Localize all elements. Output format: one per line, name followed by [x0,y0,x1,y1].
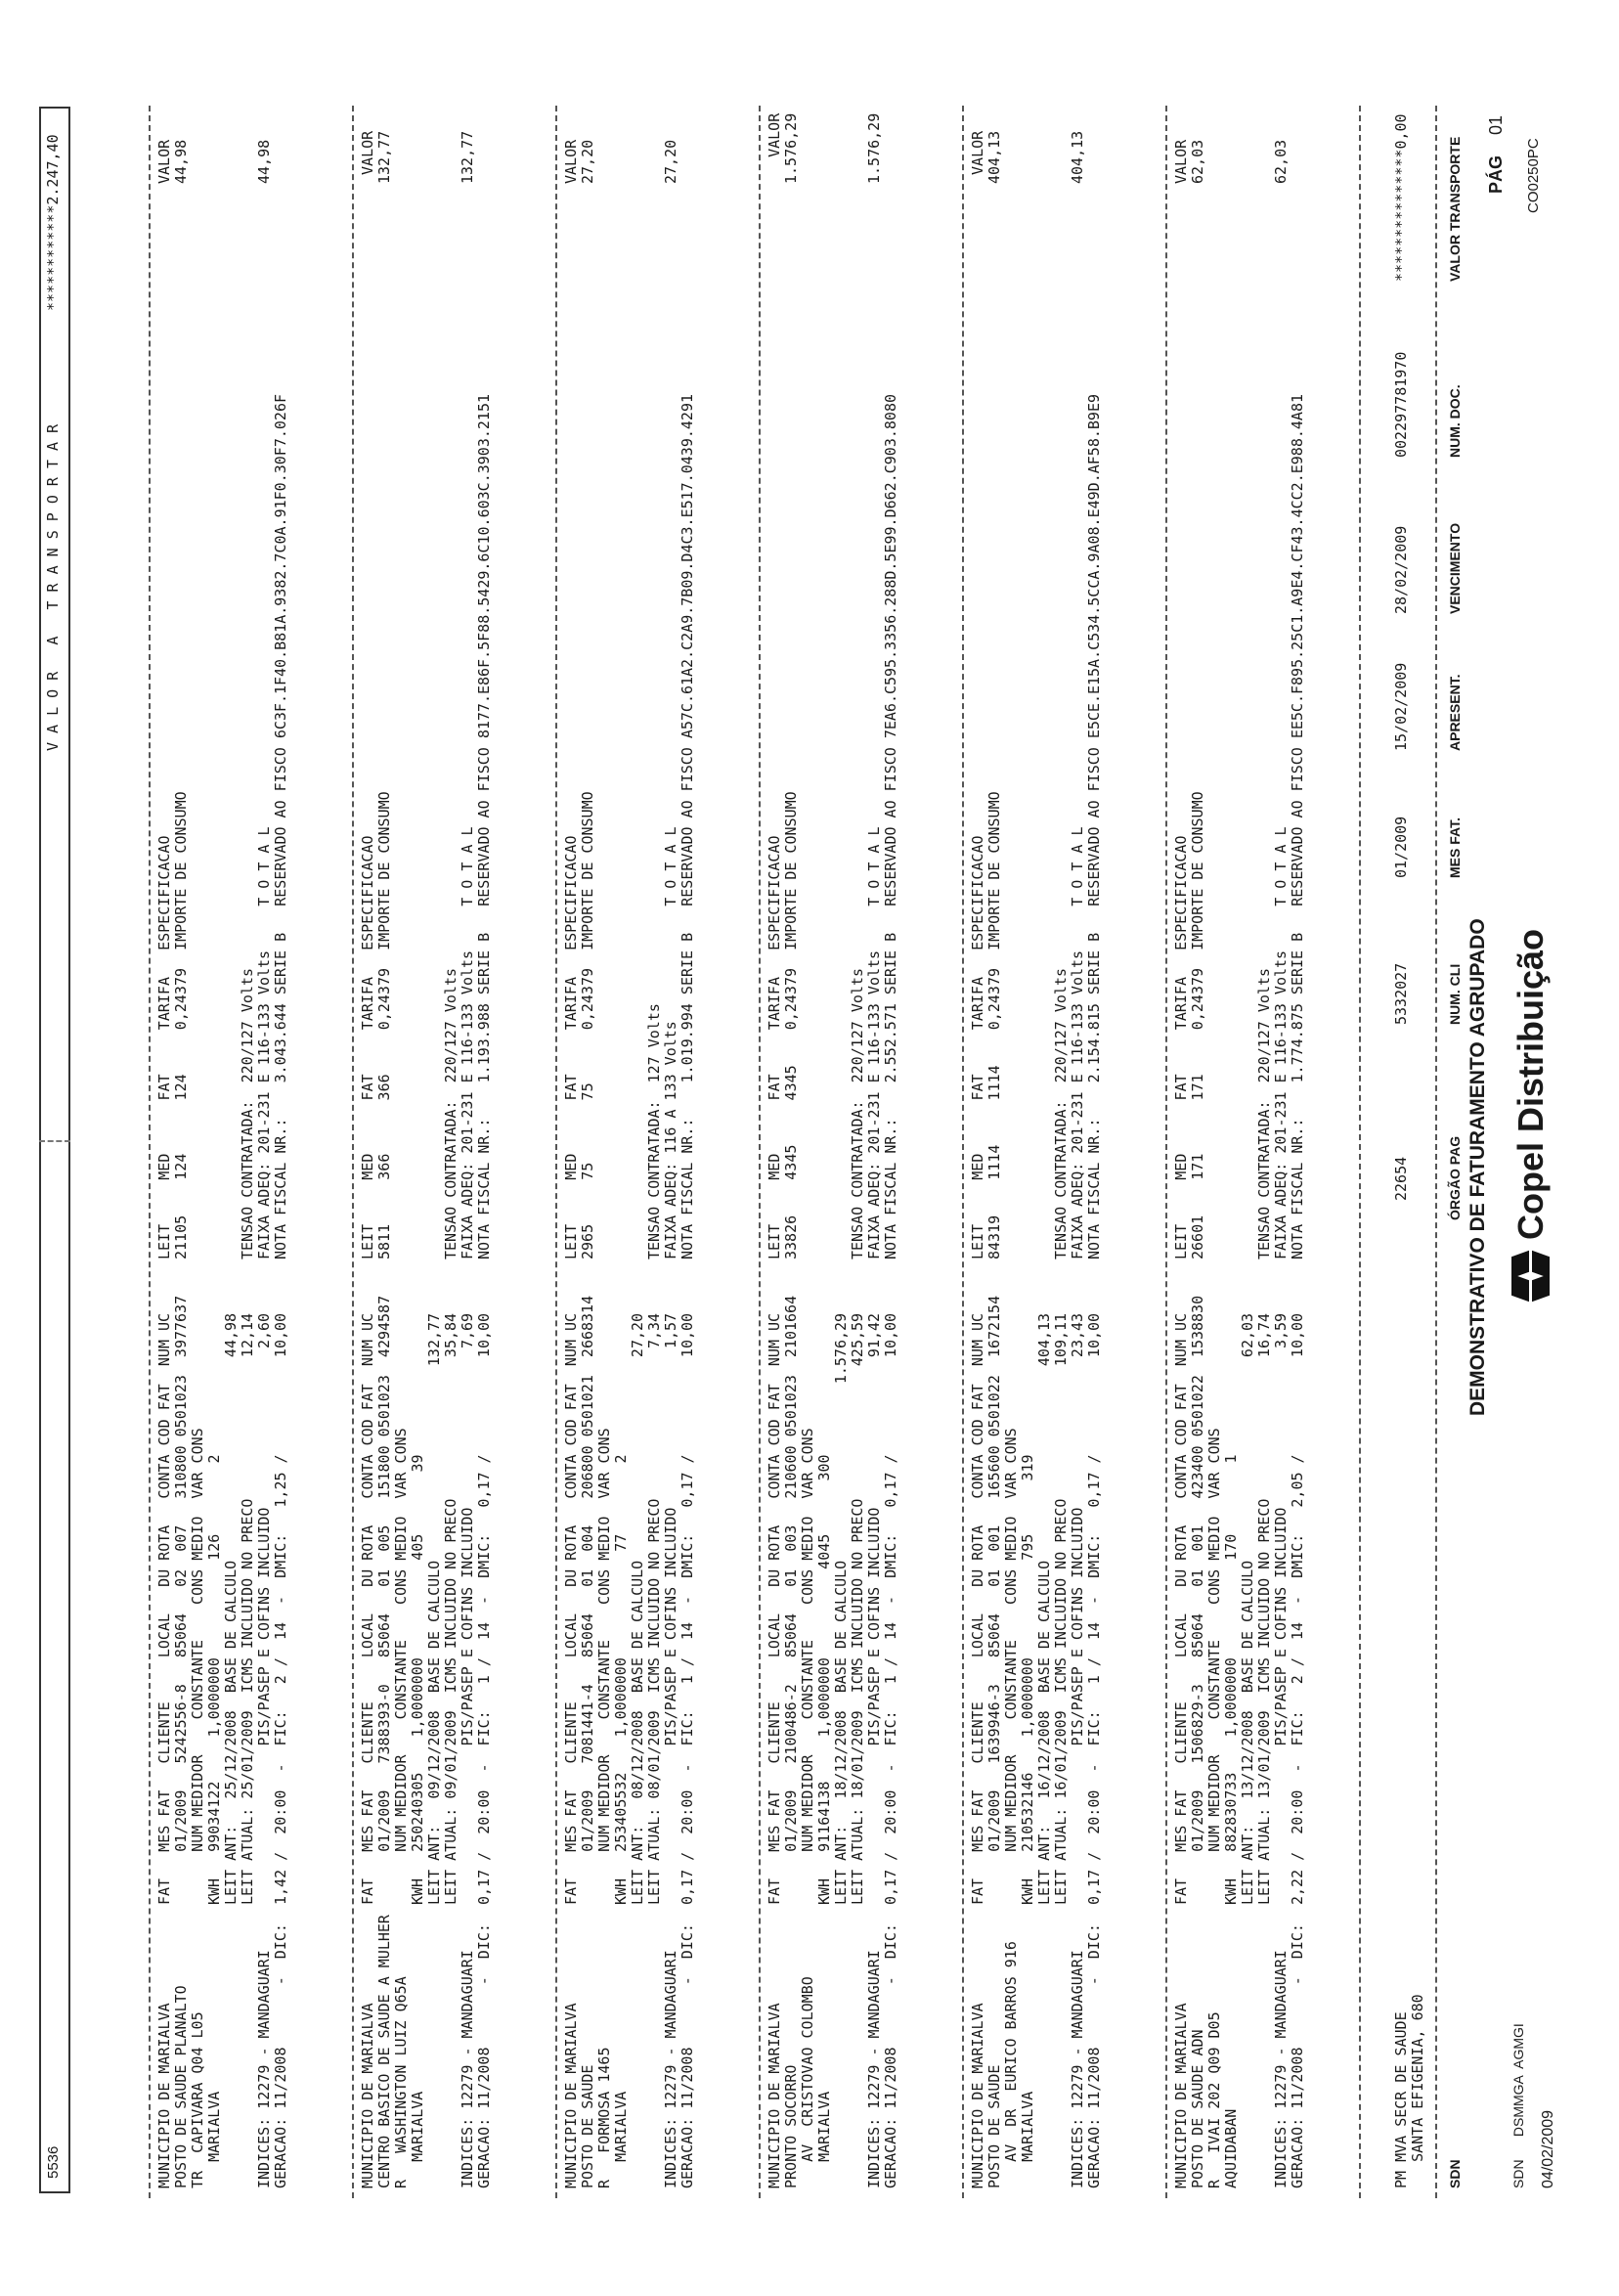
summary-num-doc: 002297781970 [1392,351,1410,458]
summary-valor-transporte: ***************0,00 [1392,113,1410,282]
record-divider [759,106,761,2198]
record-valor: VALOR 44,98 44,98 [155,139,273,184]
record-divider [149,106,151,2198]
summary-orgao-pag: 22654 [1392,1156,1410,1201]
footer-label: V A L O R A T R A N S P O R T A R [44,423,62,751]
record-valor: VALOR 62,03 62,03 [1172,139,1290,184]
copel-logo-icon [1511,1254,1551,1299]
col-apresent: APRESENT. [1447,674,1463,751]
record-reading: LEIT MED FAT TARIFA ESPECIFICACAO 26601 171 171 0,24379 IMPORTE DE CONSUMO TENSAO CONTRATADA: 220/127 Volts FAIXA ADEQ: 201-231 E 116-133 Volts T O T A L NOTA FISCAL NR.: 1.774.875 SERIE B RESERVADO AO FISCO EE5C.F895.25C1.A9E4.CF43.4CC2.E988.4A81 [1172,393,1306,1259]
record-valor: VALOR 27,20 27,20 [562,139,679,184]
summary-apresent: 15/02/2009 [1392,662,1410,751]
report-title: DEMONSTRATIVO DE FATURAMENTO AGRUPADO [1466,918,1489,1416]
record-customer: MUNICIPIO DE MARIALVA POSTO DE SAUDE R FORMOSA 1465 MARIALVA INDICES: 12279 - MANDAGUARI GERACAO: 11/2008 - DIC: [562,1923,696,2188]
record-reading: LEIT MED FAT TARIFA ESPECIFICACAO 21105 124 124 0,24379 IMPORTE DE CONSUMO TENSAO CONTRATADA: 220/127 Volts FAIXA ADEQ: 201-231 E 116-133 Volts T O T A L NOTA FISCAL NR.: 3.043.644 SERIE B RESERVADO AO FISCO 6C3F.1F40.B81A.9382.7C0A.91F0.30F7.026F [155,393,289,1259]
record-reading: LEIT MED FAT TARIFA ESPECIFICACAO 84319 1114 1114 0,24379 IMPORTE DE CONSUMO TENSAO CONTRATADA: 220/127 Volts FAIXA ADEQ: 201-231 E 116-133 Volts T O T A L NOTA FISCAL NR.: 2.154.815 SERIE B RESERVADO AO FISCO E5CE.E15A.C534.5CCA.9A08.E49D.AF58.B9E9 [969,393,1103,1259]
footer-divider [39,1140,70,1142]
record-valor: VALOR 132,77 132,77 [359,130,476,184]
record-divider [352,106,354,2198]
divider [1359,106,1361,2198]
record-customer: MUNICIPIO DE MARIALVA POSTO DE SAUDE PLANALTO TR CAPIVARA Q04 L05 MARIALVA INDICES: 12279 - MANDAGUARI GERACAO: 11/2008 - DIC: [155,1923,289,2188]
record-billing: FAT MES FAT CLIENTE LOCAL DU ROTA CONTA COD FAT NUM UC 01/2009 2100486-2 85064 01 003 210600 0501023 2101664 NUM MEDIDOR CONSTANTE CONS MEDIO VAR CONS KWH 91164138 1,0000000 4045 300 LEIT ANT: 18/12/2008 BASE DE CALCULO 1.576,29 LEIT ATUAL: 18/01/2009 ICMS INCLUIDO NO PRECO 425,59 PIS/PASEP E COFINS INCLUIDO 91,42 0,17 / 20:00 - FIC: 1 / 14 - DMIC: 0,17 / 10,00 [766,1295,899,1905]
footer-value: ************2.247,40 [44,134,62,311]
record-customer: MUNICIPIO DE MARIALVA PRONTO SOCORRO AV CRISTOVAO COLOMBO MARIALVA INDICES: 12279 - MANDAGUARI GERACAO: 11/2008 - DIC: [766,1923,899,2188]
summary-entity: PM MVA SECR DE SAUDE SANTA EFIGENIA, 680 [1392,1994,1426,2188]
org-line: SDN DSMMGA AGMGI [1510,2023,1526,2188]
report-date: 04/02/2009 [1540,2109,1556,2188]
col-org: SDN [1447,2159,1463,2188]
summary-vencimento: 28/02/2009 [1392,525,1410,614]
col-vencimento: VENCIMENTO [1447,522,1463,614]
record-billing: FAT MES FAT CLIENTE LOCAL DU ROTA CONTA COD FAT NUM UC 01/2009 7081441-4 85064 01 004 206800 0501021 2668314 NUM MEDIDOR CONSTANTE CONS MEDIO VAR CONS KWH 253405532 1,0000000 77 2 LEIT ANT: 08/12/2008 BASE DE CALCULO 27,20 LEIT ATUAL: 08/01/2009 ICMS INCLUIDO NO PRECO 7,34 PIS/PASEP E COFINS INCLUIDO 1,57 0,17 / 20:00 - FIC: 1 / 14 - DMIC: 0,17 / 10,00 [562,1295,696,1905]
record-valor: VALOR 404,13 404,13 [969,130,1086,184]
record-customer: MUNICIPIO DE MARIALVA POSTO DE SAUDE ADN R IVAI 202 Q09 D05 AQUIDABAN INDICES: 12279 - MANDAGUARI GERACAO: 11/2008 - DIC: [1172,1923,1306,2188]
record-billing: FAT MES FAT CLIENTE LOCAL DU ROTA CONTA COD FAT NUM UC 01/2009 5242556-8 85064 02 007 310800 0501023 3977637 NUM MEDIDOR CONSTANTE CONS MEDIO VAR CONS KWH 99034122 1,0000000 126 2 LEIT ANT: 25/12/2008 BASE DE CALCULO 44,98 LEIT ATUAL: 25/01/2009 ICMS INCLUIDO NO PRECO 12,14 PIS/PASEP E COFINS INCLUIDO 2,60 1,42 / 20:00 - FIC: 2 / 14 - DMIC: 1,25 / 10,00 [155,1295,289,1905]
col-mes-fat: MES FAT. [1447,817,1463,878]
col-orgao-pag: ÓRGÃO PAG [1447,1135,1463,1220]
brand-logo [1510,929,1552,1299]
page-number: 01 [1486,114,1506,135]
brand-name: Copel Distribuição [1510,928,1551,1240]
page-label: PÁG [1486,155,1506,194]
record-customer: MUNICIPIO DE MARIALVA CENTRO BASICO DE SAUDE A MULHER R WASHINGTON LUIZ Q65A MARIALVA INDICES: 12279 - MANDAGUARI GERACAO: 11/2008 - DIC: [359,1915,493,2188]
record-billing: FAT MES FAT CLIENTE LOCAL DU ROTA CONTA COD FAT NUM UC 01/2009 7388393-0 85064 01 005 151800 0501023 4294587 NUM MEDIDOR CONSTANTE CONS MEDIO VAR CONS KWH 250240305 1,0000000 405 39 LEIT ANT: 09/12/2008 BASE DE CALCULO 132,77 LEIT ATUAL: 09/01/2009 ICMS INCLUIDO NO PRECO 35,84 PIS/PASEP E COFINS INCLUIDO 7,69 0,17 / 20:00 - FIC: 1 / 14 - DMIC: 0,17 / 10,00 [359,1295,493,1905]
col-num-cli: NUM. CLI [1447,963,1463,1025]
record-divider [555,106,557,2198]
record-divider [962,106,964,2198]
record-reading: LEIT MED FAT TARIFA ESPECIFICACAO 2965 75 75 0,24379 IMPORTE DE CONSUMO TENSAO CONTRATADA: 127 Volts FAIXA ADEQ: 116 A 133 Volts T O T A L NOTA FISCAL NR.: 1.019.994 SERIE B RESERVADO AO FISCO A57C.61A2.C2A9.7B09.D4C3.E517.0439.4291 [562,393,696,1259]
footer-doc-number: 5536 [45,2145,62,2179]
record-billing: FAT MES FAT CLIENTE LOCAL DU ROTA CONTA COD FAT NUM UC 01/2009 1506829-3 85064 01 001 423400 0501022 1538830 NUM MEDIDOR CONSTANTE CONS MEDIO VAR CONS KWH 882830733 1,0000000 170 1 LEIT ANT: 13/12/2008 BASE DE CALCULO 62,03 LEIT ATUAL: 13/01/2009 ICMS INCLUIDO NO PRECO 16,74 PIS/PASEP E COFINS INCLUIDO 3,59 2,22 / 20:00 - FIC: 2 / 14 - DMIC: 2,05 / 10,00 [1172,1295,1306,1905]
record-divider [1165,106,1167,2198]
footer-box [39,107,70,2193]
record-reading: LEIT MED FAT TARIFA ESPECIFICACAO 33826 4345 4345 0,24379 IMPORTE DE CONSUMO TENSAO CONTRATADA: 220/127 Volts FAIXA ADEQ: 201-231 E 116-133 Volts T O T A L NOTA FISCAL NR.: 2.552.571 SERIE B RESERVADO AO FISCO 7EA6.C595.3356.288D.5E99.D662.C903.8080 [766,393,899,1259]
col-valor-transporte: VALOR TRANSPORTE [1447,136,1463,282]
summary-num-cli: 5332027 [1392,962,1410,1025]
record-valor: VALOR 1.576,29 1.576,29 [766,112,883,184]
divider [1435,106,1437,2198]
record-billing: FAT MES FAT CLIENTE LOCAL DU ROTA CONTA COD FAT NUM UC 01/2009 1639946-3 85064 01 001 165600 0501022 1672154 NUM MEDIDOR CONSTANTE CONS MEDIO VAR CONS KWH 210532146 1,0000000 795 319 LEIT ANT: 16/12/2008 BASE DE CALCULO 404,13 LEIT ATUAL: 16/01/2009 ICMS INCLUIDO NO PRECO 109,11 PIS/PASEP E COFINS INCLUIDO 23,43 0,17 / 20:00 - FIC: 1 / 14 - DMIC: 0,17 / 10,00 [969,1295,1103,1905]
summary-mes-fat: 01/2009 [1392,816,1410,878]
report-code: CO0250PC [1525,138,1542,213]
record-reading: LEIT MED FAT TARIFA ESPECIFICACAO 5811 366 366 0,24379 IMPORTE DE CONSUMO TENSAO CONTRATADA: 220/127 Volts FAIXA ADEQ: 201-231 E 116-133 Volts T O T A L NOTA FISCAL NR.: 1.193.988 SERIE B RESERVADO AO FISCO 8177.E86F.5F88.5429.6C10.603C.3903.2151 [359,393,493,1259]
col-num-doc: NUM. DOC. [1447,384,1463,458]
record-customer: MUNICIPIO DE MARIALVA POSTO DE SAUDE AV DR EURICO BARROS 916 MARIALVA INDICES: 12279 - MANDAGUARI GERACAO: 11/2008 - DIC: [969,1923,1103,2188]
